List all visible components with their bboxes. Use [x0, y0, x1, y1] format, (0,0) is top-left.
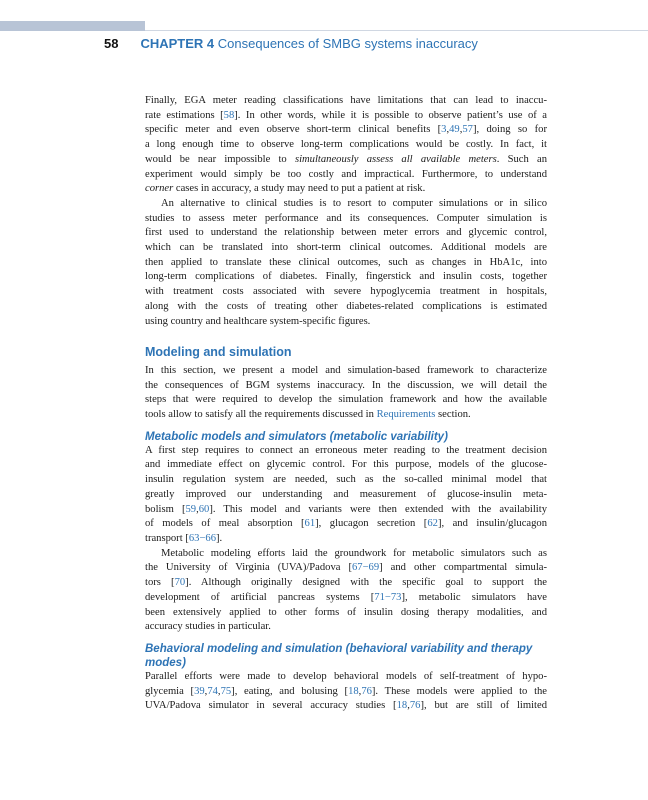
text-line: long-term complications of diabetes. Finally, fingerstick and insulin costs, together [145, 271, 547, 283]
text-line: been extensively applied to other forms of insulin dosing therapy modalities, and [145, 606, 547, 618]
chapter-label: CHAPTER 4 [140, 36, 215, 51]
citation-link[interactable]: 59 [185, 503, 197, 515]
subsection-heading: Metabolic models and simulators (metabolic variability) [145, 430, 448, 443]
paragraph [145, 670, 547, 714]
text-line: which can be translated into short-term clinical outcomes. Additional models are [145, 242, 547, 254]
text-line: glycemia [39,74,75], eating, and bolusing [18,76]. These models were applied to the [145, 685, 548, 697]
body-text [145, 94, 547, 714]
text-line: specific meter and even observe short-term clinical benefits [3,49,57], doing so for [145, 124, 547, 136]
text-line: Metabolic modeling efforts laid the groundwork for metabolic simulators such as [161, 547, 547, 559]
citation-link[interactable]: 18 [396, 700, 408, 712]
citation-link[interactable]: Requirements [376, 409, 436, 421]
text-line: rate estimations [58]. In other words, while it is possible to observe patient’s use of a [145, 109, 547, 121]
text-line: tors [70]. Although originally designed with the specific goal to support the [145, 577, 547, 589]
text-line: using country and healthcare system-specific figures. [145, 315, 371, 327]
citation-link[interactable]: 63−66 [188, 532, 217, 544]
citation-link[interactable]: 75 [220, 685, 232, 697]
citation-link[interactable]: 71−73 [374, 591, 402, 603]
chapter-title: Consequences of SMBG systems inaccuracy [217, 36, 478, 51]
citation-link[interactable]: 62 [427, 518, 438, 530]
citation-link[interactable]: 18 [348, 685, 359, 697]
header-rule [145, 30, 648, 31]
paragraph [145, 94, 547, 197]
text-line: development of artificial pancreas systems [71−73], metabolic simulators have [145, 591, 547, 603]
citation-link[interactable]: 3 [441, 124, 447, 136]
text-line: along with the costs of treating other diabetes-related complications is estimated [145, 300, 547, 312]
citation-link[interactable]: 57 [462, 124, 473, 136]
text-line: the consequences of BGM systems inaccuracy. In the discussion, we will detail the [145, 379, 547, 391]
text-line: UVA/Padova simulator in several accuracy studies [18,76], but are still of limited [145, 700, 548, 712]
paragraph [145, 547, 547, 635]
text-line: transport [63−66]. [145, 532, 223, 544]
subsection-heading [145, 642, 547, 670]
citation-link[interactable]: 49 [449, 124, 460, 136]
citation-link[interactable]: 70 [174, 577, 186, 589]
citation-link[interactable]: 74 [207, 685, 218, 697]
citation-link[interactable]: 76 [409, 700, 421, 712]
text-line: A first step requires to connect an erroneous meter reading to the treatment decision [145, 444, 547, 456]
text-line: with treatment costs associated with severe hypoglycemia treatment in hospitals, [145, 286, 547, 298]
paragraph [145, 197, 547, 329]
text-line: then applied to translate these clinical outcomes, such as changes in HbA1c, into [145, 256, 547, 268]
text-line: Finally, EGA meter reading classifications have limitations that can lead to inaccu- [145, 95, 547, 106]
subsection-heading-line: modes) [145, 656, 186, 669]
text-line: accuracy studies in particular. [145, 621, 271, 633]
citation-link[interactable]: 58 [223, 109, 235, 121]
text-line: experiment would simply be too costly and impractical. Furthermore, to understand [145, 168, 547, 180]
text-line: the University of Virginia (UVA)/Padova [67−69] and other compartmental simula- [145, 562, 547, 574]
emphasis-text: corner [145, 183, 174, 195]
citation-link[interactable]: 67−69 [351, 562, 380, 574]
paragraph [145, 444, 547, 547]
citation-link[interactable]: 61 [304, 518, 316, 530]
text-line: first used to understand the relationship between meter errors and glycemic control, [145, 227, 547, 239]
text-line: studies to assess meter performance and its consequences. Computer simulation is [145, 212, 547, 224]
text-line: In this section, we present a model and simulation-based framework to characterize [145, 364, 547, 376]
header-accent-bar [0, 21, 145, 31]
text-line: tools allow to satisfy all the requirements discussed in Requirements section. [145, 409, 471, 421]
emphasis-text: simultaneously assess all available meters [294, 153, 497, 165]
text-line: of models of meal absorption [61], glucagon secretion [62], and insulin/glucagon [145, 518, 547, 530]
text-line: greatly improved our understanding and measurement of glucose-insulin meta- [145, 488, 547, 500]
text-line: a long enough time to observe long-term complications would be costly. In fact, it [145, 139, 547, 151]
text-line: steps that were required to develop the simulation framework and how the available [145, 394, 547, 406]
text-line: would be near impossible to simultaneously assess all available meters. Such an [145, 153, 547, 165]
running-header [104, 36, 478, 51]
subsection-heading-line: Behavioral modeling and simulation (behavioral variability and therapy [145, 642, 533, 655]
text-line: insulin regulation system are needed, such as the so-called minimal model that [145, 474, 547, 486]
text-line: Parallel efforts were made to develop behavioral models of self-treatment of hypo- [145, 670, 547, 682]
citation-link[interactable]: 76 [361, 685, 372, 697]
citation-link[interactable]: 60 [198, 503, 210, 515]
text-line: An alternative to clinical studies is to resort to computer simulations or in silico [161, 197, 547, 209]
text-line: bolism [59,60]. This model and variants were then extended with the availability [145, 503, 547, 515]
citation-link[interactable]: 39 [194, 685, 205, 697]
section-heading: Modeling and simulation [145, 345, 292, 360]
page-number: 58 [104, 36, 119, 51]
paragraph [145, 364, 547, 423]
text-line: and immediate effect on glycemic control. For this purpose, models of the glucose- [145, 459, 547, 471]
text-line: corner cases in accuracy, a study may need to put a patient at risk. [145, 183, 426, 195]
